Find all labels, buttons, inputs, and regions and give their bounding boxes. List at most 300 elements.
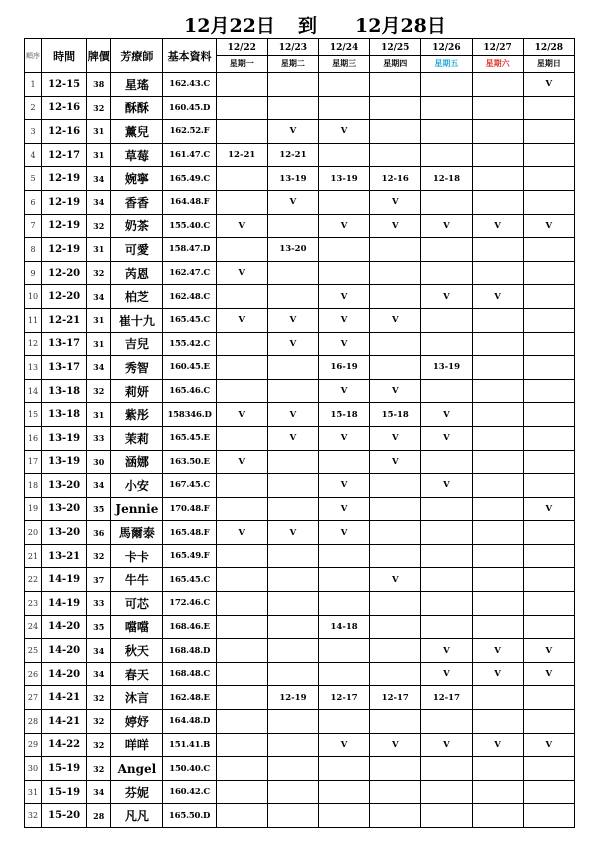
row-day-cell	[421, 379, 472, 403]
row-therapist-name: 凡凡	[111, 804, 163, 828]
row-therapist-name: 秋天	[111, 639, 163, 663]
row-day-cell: V	[370, 214, 421, 238]
row-day-cell: V	[421, 403, 472, 427]
row-day-cell	[421, 190, 472, 214]
row-time: 13-21	[42, 544, 87, 568]
row-therapist-name: 沐言	[111, 686, 163, 710]
row-therapist-name: 秀智	[111, 356, 163, 380]
row-basic-info: 155.42.C	[163, 332, 216, 356]
row-day-cell	[216, 686, 267, 710]
row-day-cell: V	[216, 308, 267, 332]
row-day-cell: 12-19	[267, 686, 318, 710]
row-day-cell	[370, 261, 421, 285]
row-day-cell	[472, 780, 523, 804]
row-day-cell: V	[319, 497, 370, 521]
row-day-cell	[319, 190, 370, 214]
row-day-cell	[370, 474, 421, 498]
row-order: 8	[25, 238, 42, 262]
table-row	[25, 96, 575, 120]
row-basic-info: 162.48.C	[163, 285, 216, 309]
row-day-cell	[216, 592, 267, 616]
table-row	[25, 167, 575, 191]
header-day	[370, 39, 421, 73]
row-time: 12-19	[42, 167, 87, 191]
row-therapist-name: 可愛	[111, 238, 163, 262]
row-basic-info: 165.46.C	[163, 379, 216, 403]
header-day-date: 12/28	[534, 43, 564, 53]
row-day-cell	[216, 238, 267, 262]
header-day-week: 星期日	[524, 55, 574, 70]
row-day-cell: V	[421, 474, 472, 498]
row-day-cell	[421, 238, 472, 262]
row-therapist-name: 香香	[111, 190, 163, 214]
row-basic-info: 162.48.E	[163, 686, 216, 710]
row-day-cell	[370, 804, 421, 828]
row-day-cell: V	[370, 308, 421, 332]
row-therapist-name: Jennie	[111, 497, 163, 521]
row-day-cell	[523, 356, 574, 380]
row-day-cell	[267, 474, 318, 498]
row-time: 14-20	[42, 615, 87, 639]
schedule-table	[24, 38, 575, 828]
row-day-cell	[523, 190, 574, 214]
row-order: 5	[25, 167, 42, 191]
header-day	[216, 39, 267, 73]
row-day-cell	[472, 710, 523, 734]
row-price: 33	[87, 426, 111, 450]
row-day-cell	[216, 285, 267, 309]
row-day-cell	[267, 710, 318, 734]
row-day-cell	[319, 780, 370, 804]
row-day-cell	[267, 285, 318, 309]
row-order: 15	[25, 403, 42, 427]
row-order: 1	[25, 73, 42, 97]
row-order: 24	[25, 615, 42, 639]
row-day-cell	[370, 710, 421, 734]
row-day-cell	[421, 804, 472, 828]
row-therapist-name: 星瑤	[111, 73, 163, 97]
table-row	[25, 238, 575, 262]
row-therapist-name: 芬妮	[111, 780, 163, 804]
row-day-cell	[370, 592, 421, 616]
table-row	[25, 120, 575, 144]
row-day-cell: V	[216, 521, 267, 545]
row-day-cell	[370, 238, 421, 262]
row-therapist-name: 小安	[111, 474, 163, 498]
row-day-cell	[421, 73, 472, 97]
row-day-cell	[267, 96, 318, 120]
row-day-cell	[472, 143, 523, 167]
row-price: 28	[87, 804, 111, 828]
row-price: 30	[87, 450, 111, 474]
row-day-cell	[472, 757, 523, 781]
table-row	[25, 190, 575, 214]
row-order: 11	[25, 308, 42, 332]
row-time: 13-20	[42, 474, 87, 498]
row-day-cell	[523, 167, 574, 191]
row-day-cell: 12-16	[370, 167, 421, 191]
row-therapist-name: 涵娜	[111, 450, 163, 474]
row-day-cell: V	[370, 426, 421, 450]
header-day	[319, 39, 370, 73]
row-therapist-name: 卡卡	[111, 544, 163, 568]
row-day-cell	[472, 403, 523, 427]
row-day-cell	[319, 804, 370, 828]
row-basic-info: 163.50.E	[163, 450, 216, 474]
row-day-cell	[421, 615, 472, 639]
row-basic-info: 160.45.D	[163, 96, 216, 120]
row-basic-info: 170.48.F	[163, 497, 216, 521]
header-day-date: 12/22	[227, 43, 256, 53]
row-day-cell: 12-21	[267, 143, 318, 167]
row-time: 14-20	[42, 639, 87, 663]
row-day-cell	[370, 662, 421, 686]
row-time: 12-19	[42, 190, 87, 214]
row-basic-info: 162.52.F	[163, 120, 216, 144]
table-row	[25, 497, 575, 521]
header-day-week: 星期四	[370, 55, 420, 70]
row-day-cell	[319, 544, 370, 568]
row-therapist-name: 草莓	[111, 143, 163, 167]
row-day-cell	[216, 379, 267, 403]
row-order: 19	[25, 497, 42, 521]
row-time: 13-19	[42, 450, 87, 474]
row-day-cell	[421, 568, 472, 592]
row-day-cell	[523, 308, 574, 332]
row-time: 12-20	[42, 261, 87, 285]
row-time: 14-22	[42, 733, 87, 757]
row-day-cell: V	[523, 214, 574, 238]
row-order: 3	[25, 120, 42, 144]
row-day-cell	[421, 592, 472, 616]
row-day-cell	[319, 662, 370, 686]
row-price: 34	[87, 285, 111, 309]
row-day-cell	[319, 568, 370, 592]
row-price: 31	[87, 403, 111, 427]
row-day-cell: V	[370, 568, 421, 592]
row-time: 13-17	[42, 356, 87, 380]
row-day-cell: V	[421, 733, 472, 757]
row-day-cell	[523, 450, 574, 474]
row-price: 32	[87, 379, 111, 403]
row-day-cell	[216, 120, 267, 144]
row-price: 31	[87, 238, 111, 262]
row-order: 2	[25, 96, 42, 120]
row-day-cell: V	[472, 214, 523, 238]
row-price: 34	[87, 780, 111, 804]
row-day-cell	[216, 190, 267, 214]
row-order: 26	[25, 662, 42, 686]
row-day-cell	[319, 143, 370, 167]
row-price: 32	[87, 686, 111, 710]
table-row	[25, 757, 575, 781]
row-day-cell	[523, 120, 574, 144]
row-price: 34	[87, 190, 111, 214]
row-order: 9	[25, 261, 42, 285]
row-basic-info: 160.45.E	[163, 356, 216, 380]
row-time: 14-19	[42, 592, 87, 616]
table-row	[25, 662, 575, 686]
row-time: 13-19	[42, 426, 87, 450]
row-day-cell: V	[319, 214, 370, 238]
row-day-cell	[421, 96, 472, 120]
row-day-cell	[216, 356, 267, 380]
row-time: 14-19	[42, 568, 87, 592]
row-basic-info: 165.45.C	[163, 308, 216, 332]
row-order: 14	[25, 379, 42, 403]
table-row	[25, 780, 575, 804]
row-day-cell	[267, 214, 318, 238]
row-price: 34	[87, 474, 111, 498]
header-day-week: 星期二	[268, 55, 318, 70]
row-day-cell	[319, 710, 370, 734]
row-day-cell	[267, 261, 318, 285]
row-day-cell	[370, 780, 421, 804]
row-day-cell: V	[267, 426, 318, 450]
row-day-cell: 12-18	[421, 167, 472, 191]
title-start-date: 12月22日	[184, 14, 275, 37]
row-therapist-name: 可芯	[111, 592, 163, 616]
table-row	[25, 592, 575, 616]
row-day-cell: V	[370, 379, 421, 403]
header-therapist: 芳療師	[111, 39, 163, 73]
row-order: 25	[25, 639, 42, 663]
row-basic-info: 158346.D	[163, 403, 216, 427]
row-time: 12-16	[42, 120, 87, 144]
row-day-cell: V	[319, 285, 370, 309]
row-day-cell	[216, 804, 267, 828]
row-basic-info: 168.46.E	[163, 615, 216, 639]
row-day-cell	[472, 356, 523, 380]
row-day-cell	[216, 662, 267, 686]
row-day-cell	[216, 474, 267, 498]
row-therapist-name: 咩咩	[111, 733, 163, 757]
row-day-cell	[421, 757, 472, 781]
row-basic-info: 160.42.C	[163, 780, 216, 804]
row-day-cell	[472, 615, 523, 639]
row-basic-info: 172.46.C	[163, 592, 216, 616]
table-row	[25, 285, 575, 309]
row-day-cell: 13-20	[267, 238, 318, 262]
row-price: 34	[87, 639, 111, 663]
row-day-cell	[472, 497, 523, 521]
row-day-cell: 15-18	[319, 403, 370, 427]
row-therapist-name: 柏芝	[111, 285, 163, 309]
table-row	[25, 450, 575, 474]
row-day-cell	[370, 332, 421, 356]
row-therapist-name: 紫彤	[111, 403, 163, 427]
row-time: 13-20	[42, 497, 87, 521]
row-time: 13-18	[42, 379, 87, 403]
row-day-cell: 16-19	[319, 356, 370, 380]
row-day-cell: V	[216, 261, 267, 285]
row-day-cell	[523, 143, 574, 167]
row-day-cell	[216, 639, 267, 663]
row-day-cell	[472, 96, 523, 120]
row-day-cell: V	[472, 639, 523, 663]
row-order: 32	[25, 804, 42, 828]
row-day-cell	[216, 426, 267, 450]
row-day-cell	[319, 238, 370, 262]
row-day-cell	[523, 285, 574, 309]
header-day-week: 星期六	[473, 55, 523, 70]
row-day-cell	[370, 73, 421, 97]
row-day-cell	[472, 450, 523, 474]
row-basic-info: 167.45.C	[163, 474, 216, 498]
row-day-cell: V	[319, 332, 370, 356]
row-price: 32	[87, 757, 111, 781]
row-day-cell	[421, 143, 472, 167]
row-day-cell	[472, 332, 523, 356]
row-price: 31	[87, 332, 111, 356]
row-basic-info: 162.47.C	[163, 261, 216, 285]
row-day-cell: V	[267, 120, 318, 144]
row-day-cell: V	[523, 733, 574, 757]
row-day-cell	[267, 639, 318, 663]
row-day-cell	[370, 120, 421, 144]
row-day-cell	[472, 804, 523, 828]
row-day-cell: V	[370, 190, 421, 214]
row-order: 7	[25, 214, 42, 238]
row-time: 15-19	[42, 780, 87, 804]
row-day-cell: V	[319, 379, 370, 403]
row-day-cell	[472, 686, 523, 710]
row-day-cell: V	[421, 285, 472, 309]
row-day-cell: V	[267, 403, 318, 427]
row-day-cell	[472, 426, 523, 450]
row-day-cell: V	[319, 733, 370, 757]
row-day-cell: V	[267, 521, 318, 545]
row-basic-info: 164.48.D	[163, 710, 216, 734]
row-day-cell	[216, 497, 267, 521]
row-basic-info: 164.48.F	[163, 190, 216, 214]
row-day-cell	[523, 686, 574, 710]
table-row	[25, 356, 575, 380]
row-day-cell	[472, 73, 523, 97]
row-day-cell	[370, 356, 421, 380]
header-day-date: 12/27	[483, 43, 512, 53]
row-day-cell	[523, 710, 574, 734]
row-price: 35	[87, 497, 111, 521]
row-day-cell	[267, 544, 318, 568]
row-day-cell	[319, 639, 370, 663]
row-day-cell: 14-18	[319, 615, 370, 639]
row-day-cell	[472, 521, 523, 545]
row-day-cell	[319, 96, 370, 120]
table-row	[25, 308, 575, 332]
row-day-cell	[267, 379, 318, 403]
row-day-cell	[523, 592, 574, 616]
row-basic-info: 161.47.C	[163, 143, 216, 167]
row-order: 6	[25, 190, 42, 214]
row-therapist-name: 噹噹	[111, 615, 163, 639]
row-day-cell	[523, 474, 574, 498]
row-therapist-name: 茉莉	[111, 426, 163, 450]
row-day-cell: V	[370, 450, 421, 474]
row-day-cell	[216, 710, 267, 734]
header-day-week: 星期一	[217, 55, 267, 70]
row-day-cell	[523, 615, 574, 639]
row-order: 21	[25, 544, 42, 568]
table-row	[25, 710, 575, 734]
row-day-cell: V	[267, 190, 318, 214]
row-day-cell	[216, 332, 267, 356]
row-day-cell	[216, 733, 267, 757]
header-day	[472, 39, 523, 73]
row-basic-info: 165.49.F	[163, 544, 216, 568]
row-day-cell	[472, 261, 523, 285]
row-therapist-name: 奶茶	[111, 214, 163, 238]
row-day-cell	[319, 73, 370, 97]
row-time: 15-20	[42, 804, 87, 828]
row-order: 10	[25, 285, 42, 309]
table-row	[25, 521, 575, 545]
row-price: 34	[87, 356, 111, 380]
row-day-cell	[267, 497, 318, 521]
row-time: 13-17	[42, 332, 87, 356]
row-therapist-name: 婷妤	[111, 710, 163, 734]
row-basic-info: 165.45.E	[163, 426, 216, 450]
header-day-date: 12/25	[381, 43, 410, 53]
row-time: 14-21	[42, 710, 87, 734]
table-row	[25, 403, 575, 427]
row-day-cell	[319, 757, 370, 781]
row-day-cell	[472, 544, 523, 568]
schedule-body	[25, 73, 575, 828]
row-day-cell	[216, 780, 267, 804]
row-price: 34	[87, 167, 111, 191]
row-day-cell	[319, 450, 370, 474]
row-price: 32	[87, 261, 111, 285]
row-basic-info: 165.45.C	[163, 568, 216, 592]
row-day-cell: V	[523, 662, 574, 686]
row-day-cell: V	[216, 214, 267, 238]
row-day-cell	[216, 615, 267, 639]
row-order: 4	[25, 143, 42, 167]
row-day-cell	[472, 474, 523, 498]
row-day-cell	[216, 96, 267, 120]
row-day-cell	[267, 568, 318, 592]
row-day-cell: 15-18	[370, 403, 421, 427]
row-basic-info: 165.50.D	[163, 804, 216, 828]
row-therapist-name: 崔十九	[111, 308, 163, 332]
row-day-cell	[523, 403, 574, 427]
row-day-cell	[523, 568, 574, 592]
title-end-date: 12月28日	[355, 14, 446, 37]
row-day-cell: V	[523, 497, 574, 521]
header-day-date: 12/26	[432, 43, 461, 53]
row-day-cell: 12-21	[216, 143, 267, 167]
row-day-cell	[267, 592, 318, 616]
row-day-cell	[319, 261, 370, 285]
row-day-cell	[267, 780, 318, 804]
row-price: 32	[87, 733, 111, 757]
header-row	[25, 39, 575, 73]
row-time: 13-20	[42, 521, 87, 545]
table-row	[25, 733, 575, 757]
row-day-cell	[370, 615, 421, 639]
row-time: 12-17	[42, 143, 87, 167]
row-day-cell	[216, 568, 267, 592]
row-basic-info: 165.48.F	[163, 521, 216, 545]
row-day-cell: V	[421, 214, 472, 238]
row-day-cell	[267, 450, 318, 474]
row-therapist-name: Angel	[111, 757, 163, 781]
row-day-cell	[421, 710, 472, 734]
row-day-cell	[421, 261, 472, 285]
row-price: 34	[87, 662, 111, 686]
header-day	[421, 39, 472, 73]
